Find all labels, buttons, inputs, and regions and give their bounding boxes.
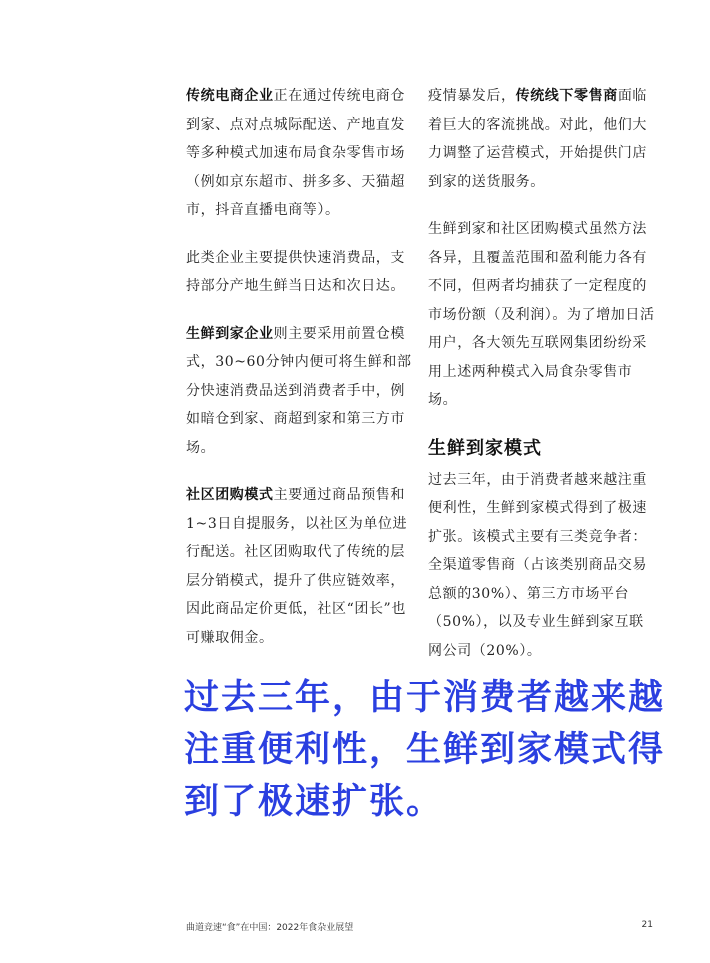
paragraph-text: 此类企业主要提供快速消费品，支持部分产地生鲜当日达和次日达。: [186, 249, 405, 294]
footer-title: 曲道竞速“食”在中国：2022年食杂业展望: [186, 923, 354, 933]
paragraph-fast-consumer-goods: [186, 244, 418, 301]
paragraph-fresh-delivery: [186, 320, 418, 463]
paragraph-text: 则主要采用前置仓模式，30~60分钟内便可将生鲜和部分快速消费品送到消费者手中，例如暗仓到家、商超到家和第三方市场。: [186, 325, 412, 456]
pull-quote: 过去三年，由于消费者越来越注重便利性，生鲜到家模式得到了极速扩张。: [184, 677, 666, 822]
paragraph-text: 主要通过商品预售和1~3日自提服务，以社区为单位进行配送。社区团购取代了传统的层层分销模式，提升了供应链效率，因此商品定价更低，社区“团长”也可赚取佣金。: [186, 487, 408, 646]
paragraph-text: 疫情暴发后，: [428, 88, 516, 104]
section-heading: 生鲜到家模式: [428, 437, 542, 459]
term-fresh-delivery: 生鲜到家企业: [186, 325, 274, 342]
paragraph-three-competitors: [428, 466, 658, 666]
paragraph-market-share: [428, 215, 658, 415]
left-text-column: [186, 82, 418, 671]
paragraph-text: 过去三年，由于消费者越来越注重便利性，生鲜到家模式得到了极速扩张。该模式主要有三类竞争者：全渠道零售商（占该类别商品交易总额的30%）、第三方市场平台（50%），以及专业生鲜到家互联网公司（20%）。: [428, 471, 647, 659]
page-number: 21: [641, 920, 653, 930]
paragraph-traditional-ecommerce: [186, 82, 418, 225]
paragraph-text: 面临着巨大的客流挑战。对此，他们大力调整了运营模式，开始提供门店到家的送货服务。: [428, 88, 648, 190]
paragraph-text: 正在通过传统电商仓到家、点对点城际配送、产地直发等多种模式加速布局食杂零售市场（例如京东超市、拼多多、天猫超市，抖音直播电商等）。: [186, 88, 406, 218]
right-text-column: [428, 82, 658, 684]
paragraph-community-group-buying: [186, 481, 418, 652]
term-traditional-ecommerce: 传统电商企业: [186, 88, 274, 104]
paragraph-text: 生鲜到家和社区团购模式虽然方法各异，且覆盖范围和盈利能力各有不同，但两者均捕获了一定程度的市场份额（及利润）。为了增加日活用户，各大领先互联网集团纷纷采用上述两种模式入局食杂零售市场。: [428, 221, 655, 408]
paragraph-offline-retailers: [428, 82, 658, 196]
term-community-group-buying: 社区团购模式: [186, 487, 274, 503]
term-offline-retailers: 传统线下零售商: [515, 88, 618, 104]
